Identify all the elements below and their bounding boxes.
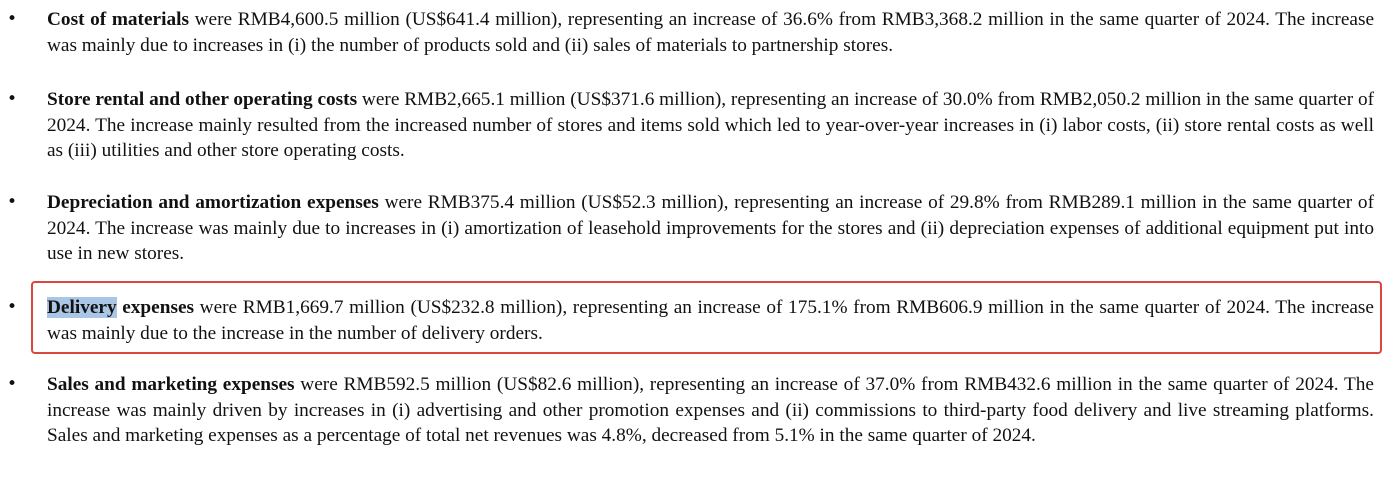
selected-text-highlight[interactable]: Delivery: [47, 297, 117, 318]
bullet-icon: •: [7, 9, 18, 29]
paragraph: [47, 295, 1374, 346]
bullet-icon: •: [7, 89, 18, 109]
paragraph: [47, 190, 1374, 267]
paragraph: [47, 87, 1374, 164]
item-heading: [47, 297, 194, 318]
item-heading-rest: expenses: [116, 297, 195, 318]
item-heading: Cost of materials: [47, 9, 189, 30]
bullet-icon: •: [7, 374, 18, 394]
item-text: were RMB2,665.1 million (US$371.6 million), representing an increase of 30.0% from RMB2,050.2 million in the same quarter of 2024. The increase mainly resulted from the increased number of stores and items sold which led to year-over-year increases in (i) labor costs, (ii) store rental costs as well as (iii) utilities and other store operating costs.: [47, 89, 1375, 161]
bullet-icon: •: [7, 192, 18, 212]
item-text: were RMB592.5 million (US$82.6 million), representing an increase of 37.0% from RMB432.6 million in the same quarter of 2024. The increase was mainly driven by increases in (i) advertising and other promotion expenses and (ii) commissions to third-party food delivery and live streaming platforms. Sales and marketing expenses as a percentage of total net revenues was 4.8%, decreased from 5.1% in the same quarter of 2024.: [47, 374, 1374, 446]
item-heading: Depreciation and amortization expenses: [47, 192, 379, 213]
item-text: were RMB4,600.5 million (US$641.4 million), representing an increase of 36.6% from RMB3,368.2 million in the same quarter of 2024. The increase was mainly due to increases in (i) the number of products sold and (ii) sales of materials to partnership stores.: [47, 9, 1375, 56]
item-text: were RMB375.4 million (US$52.3 million), representing an increase of 29.8% from RMB289.1 million in the same quarter of 2024. The increase was mainly due to increases in (i) amortization of leasehold improvements for the stores and (ii) depreciation expenses of additional equipment put into use in new stores.: [47, 192, 1374, 264]
item-text: were RMB1,669.7 million (US$232.8 million), representing an increase of 175.1% from RMB606.9 million in the same quarter of 2024. The increase was mainly due to the increase in the number of delivery orders.: [47, 297, 1374, 344]
bullet-icon: •: [7, 297, 18, 317]
paragraph: [47, 7, 1374, 58]
item-heading: Sales and marketing expenses: [47, 374, 295, 395]
paragraph: [47, 372, 1374, 449]
item-heading: Store rental and other operating costs: [47, 89, 358, 110]
